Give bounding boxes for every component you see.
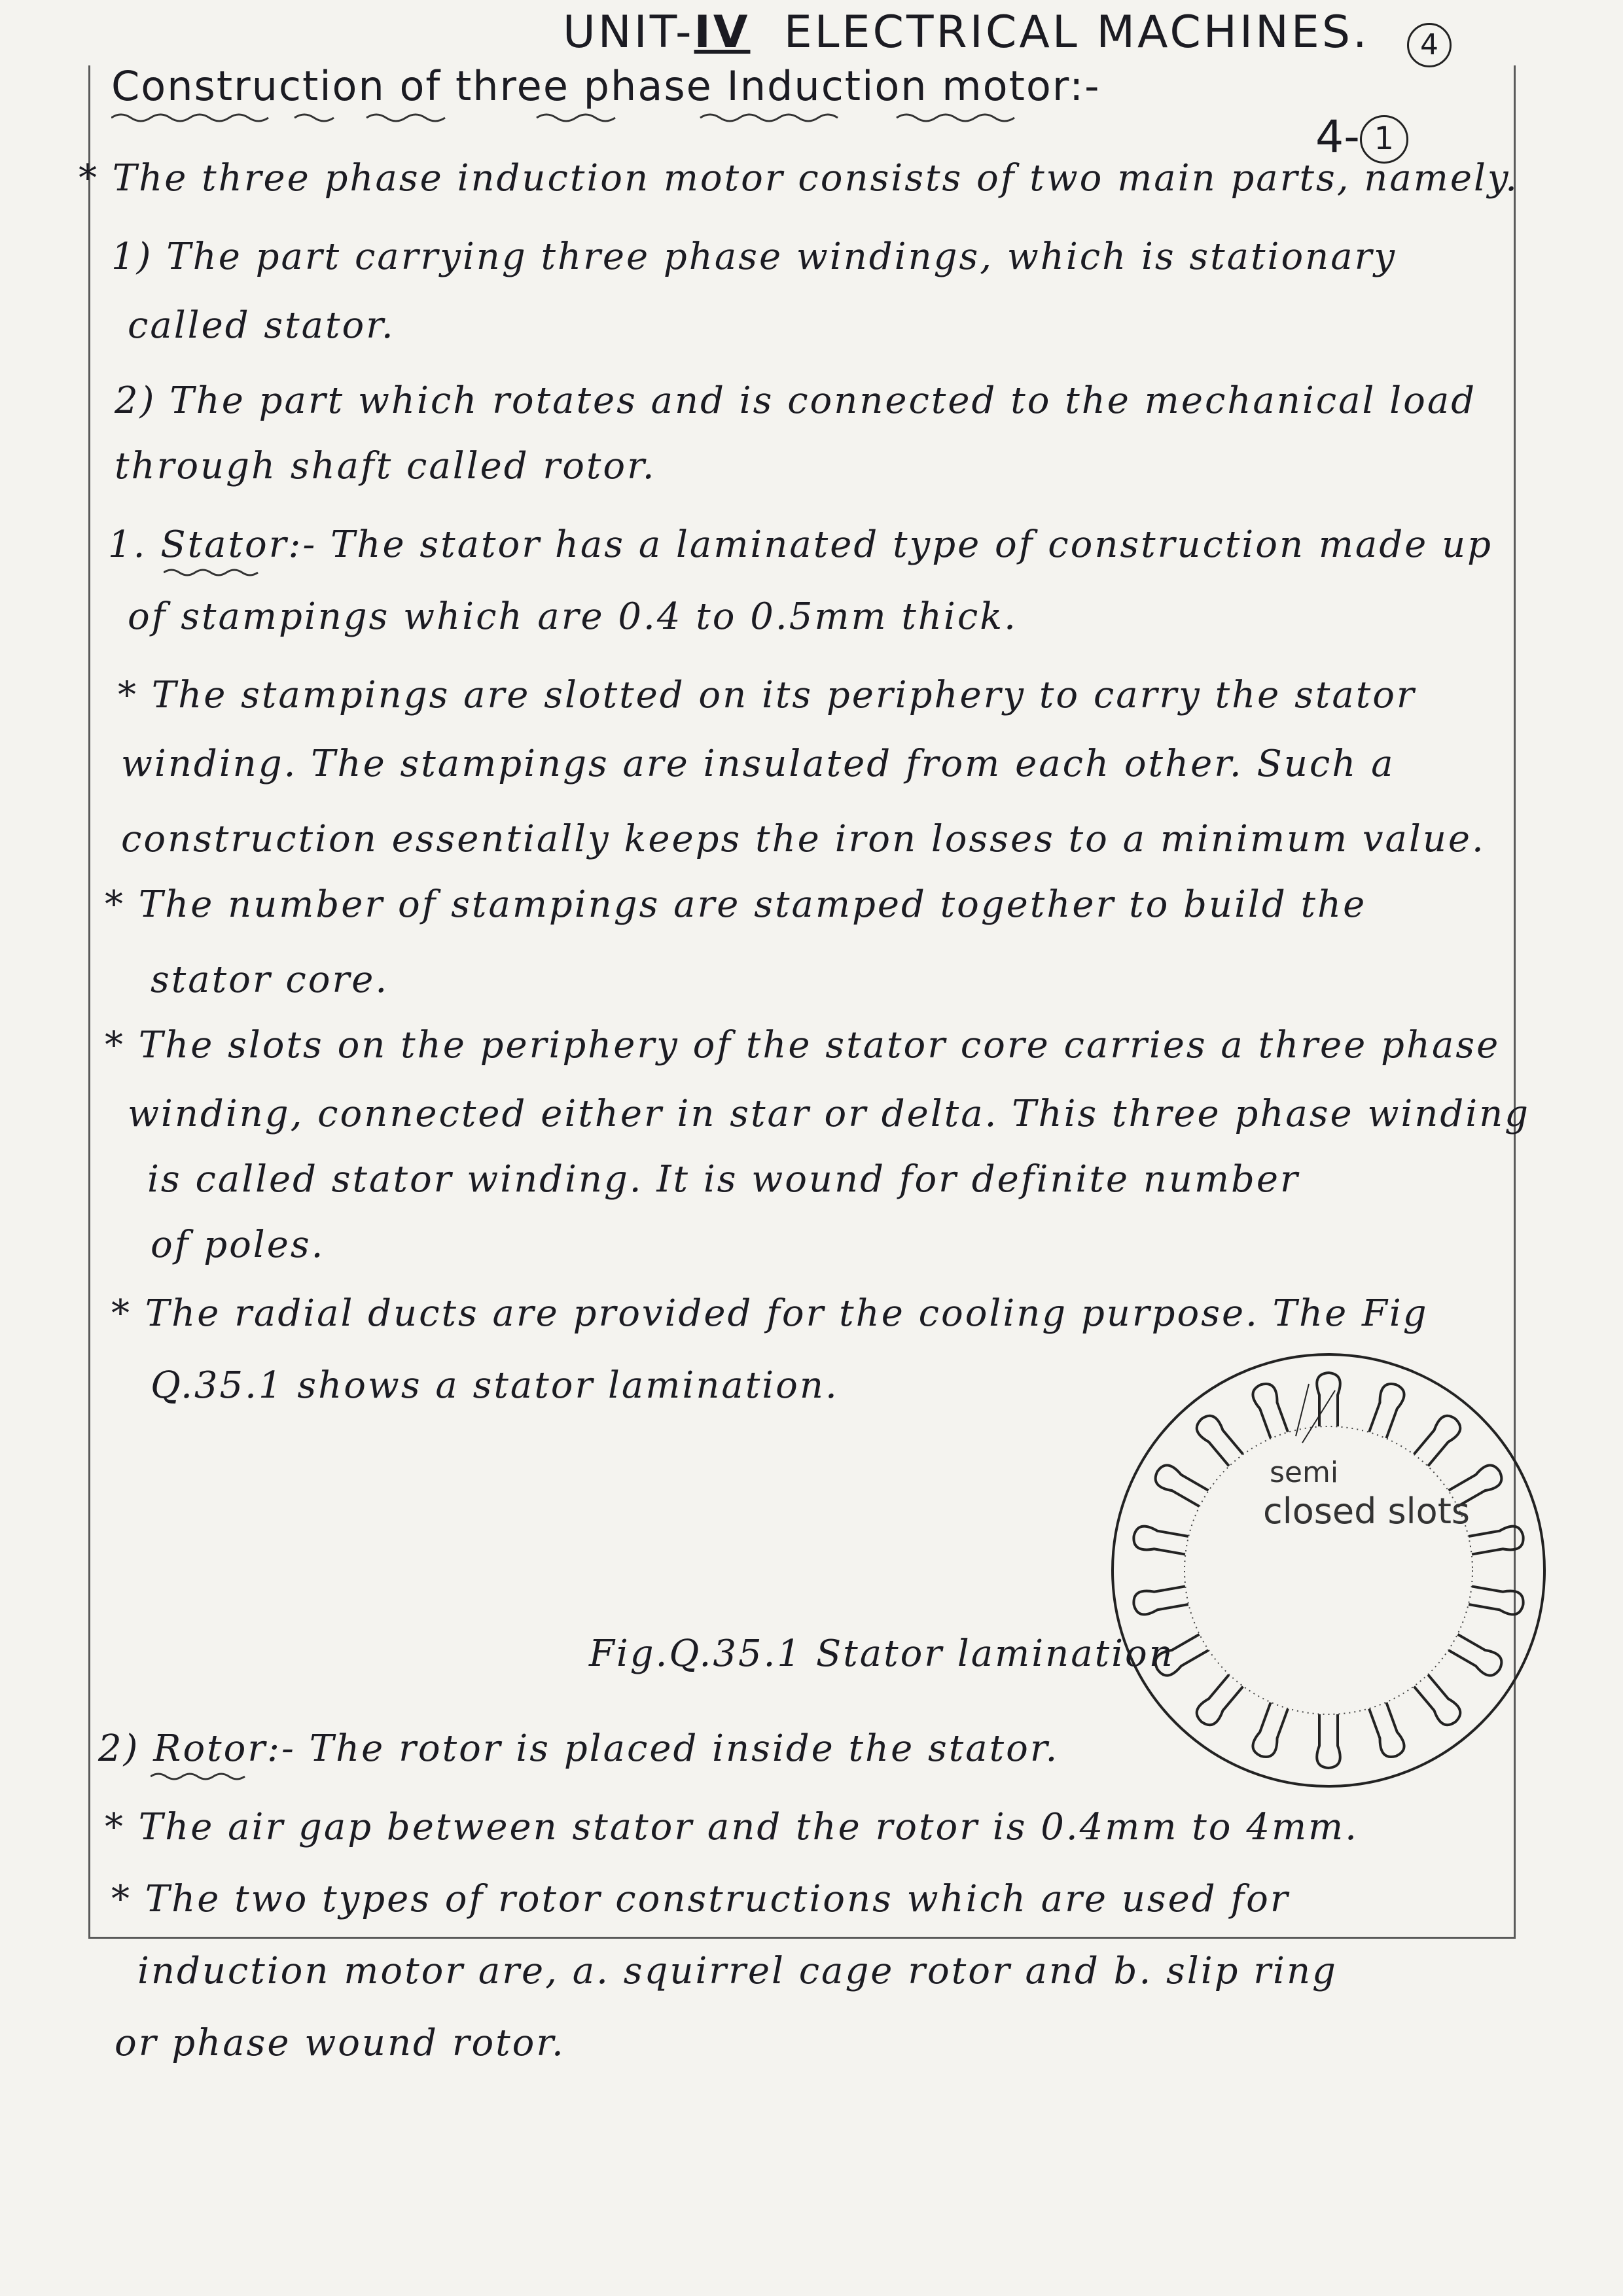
stator-slot [1317,1714,1340,1768]
text-line: * The air gap between stator and the rotor is 0.4mm to 4mm. [105,1806,1359,1848]
section-code-number: 1 [1360,115,1408,164]
text-line: is called stator winding. It is wound for definite number [147,1158,1300,1201]
stator-slot [1367,1702,1407,1760]
text-line: * The stampings are slotted on its periphery to carry the stator [118,674,1416,716]
text-line: 2) The part which rotates and is connected to the mechanical load [115,380,1477,422]
stator-lamination-drawing [1099,1345,1558,1796]
title-underline [111,108,1080,128]
stator-lamination-figure [1099,1345,1558,1799]
stator-slot [1469,1584,1525,1616]
text-line: Q.35.1 shows a stator lamination. [151,1364,839,1407]
stator-slot [1317,1373,1340,1426]
text-line: * The number of stampings are stamped together to build the [105,883,1367,926]
text-line: 1) The part carrying three phase windings, which is stationary [111,236,1397,278]
text-line: 1. Stator:- The stator has a laminated type of construction made up [108,523,1493,566]
text-line: * The radial ducts are provided for the cooling purpose. The Fig [111,1292,1429,1335]
text-line: stator core. [151,959,389,1001]
text-line: or phase wound rotor. [115,2022,565,2064]
text-line: winding, connected either in star or delta. This three phase winding [128,1093,1531,1135]
unit-number: IV [694,7,751,58]
unit-prefix: UNIT- [563,7,694,58]
stator-slot [1367,1381,1407,1439]
text-line: called stator. [128,304,395,347]
stator-slot [1250,1381,1290,1439]
stator-slot [1448,1633,1506,1680]
page-header [563,7,1370,58]
text-line: 2) Rotor:- The rotor is placed inside the stator. [98,1727,1060,1770]
stator-slot [1152,1462,1210,1509]
stator-underline [164,566,262,579]
text-line: * The two types of rotor constructions which are used for [111,1878,1290,1920]
figure-label-closed-slots: closed slots [1263,1491,1471,1532]
text-line: through shaft called rotor. [115,445,656,487]
stator-slot [1412,1673,1465,1729]
text-line: * The three phase induction motor consists of two main parts, namely. [79,157,1519,200]
text-line: construction essentially keeps the iron losses to a minimum value. [121,818,1486,860]
stator-slot [1132,1525,1188,1557]
text-line: of poles. [151,1224,325,1266]
figure-label-semi: semi [1270,1456,1339,1489]
stator-slot [1412,1411,1465,1468]
rotor-underline [151,1770,249,1783]
stator-slot [1469,1525,1525,1557]
stator-slot [1132,1584,1188,1616]
stator-slot [1192,1411,1245,1468]
stator-slot [1250,1702,1290,1760]
subject-title: ELECTRICAL MACHINES. [783,7,1370,58]
page-number: 4 [1407,23,1452,67]
text-line: induction motor are, a. squirrel cage rotor and b. slip ring [137,1950,1338,1992]
section-title: Construction of three phase Induction motor:- [111,62,1101,110]
text-line: winding. The stampings are insulated from each other. Such a [121,743,1395,785]
section-code [1315,111,1408,164]
text-line: of stampings which are 0.4 to 0.5mm thick. [128,595,1018,638]
text-line: * The slots on the periphery of the stator core carries a three phase [105,1024,1501,1067]
section-code-prefix: 4- [1315,111,1360,163]
figure-caption: Fig.Q.35.1 Stator lamination [589,1633,1175,1675]
